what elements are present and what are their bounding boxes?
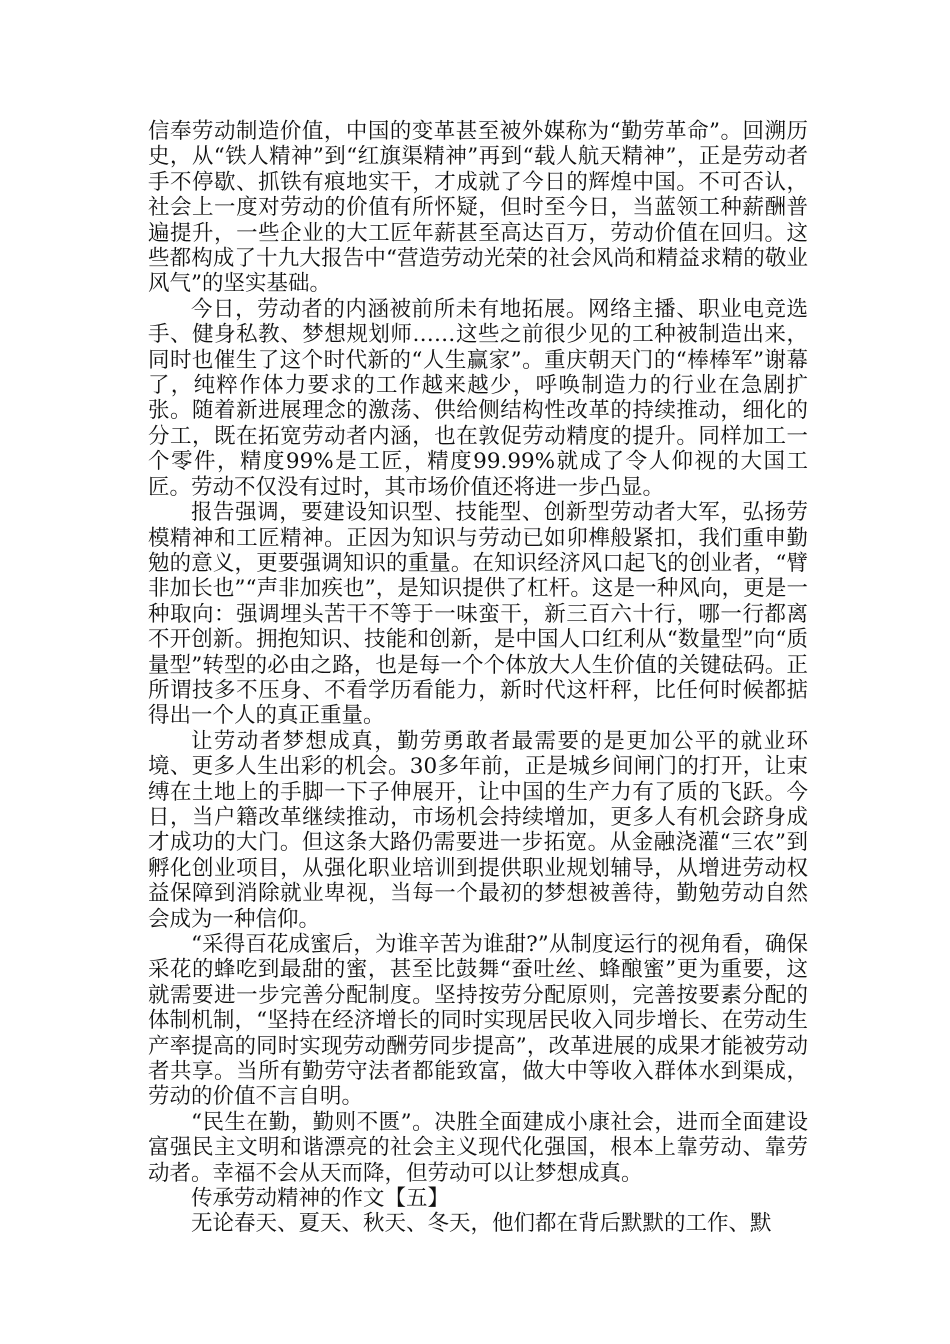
paragraph-1: 信奉劳动制造价值，中国的变革甚至被外媒称为“勤劳革命”。回溯历史，从“铁人精神”到“红旗渠精神”再到“载人航天精神”，正是劳动者手不停歇、抓铁有痕地实干，才成就了今日的辉煌中国。不可否认，社会上一度对劳动的价值有所怀疑，但时至今日，当蓝领工种薪酬普遍提升，一些企业的大工匠年薪甚至高达百万，劳动价值在回归。这些都构成了十九大报告中“营造劳动光荣的社会风尚和精益求精的敬业风气”的坚实基础。 bbox=[148, 119, 808, 297]
paragraph-2: 今日，劳动者的内涵被前所未有地拓展。网络主播、职业电竞选手、健身私教、梦想规划师……这些之前很少见的工种被制造出来，同时也催生了这个时代新的“人生赢家”。重庆朝天门的“棒棒军”谢幕了，纯粹作体力要求的工作越来越少，呼唤制造力的行业在急剧扩张。随着新进展理念的激荡、供给侧结构性改革的持续推动，细化的分工，既在拓宽劳动者内涵，也在敦促劳动精度的提升。同样加工一个零件，精度99%是工匠，精度99.99%就成了令人仰视的大国工匠。劳动不仅没有过时，其市场价值还将进一步凸显。 bbox=[148, 296, 809, 500]
paragraph-6: “民生在勤，勤则不匮”。决胜全面建成小康社会，进而全面建设富强民主文明和谐漂亮的社会主义现代化强国，根本上靠劳动、靠劳动者。幸福不会从天而降，但劳动可以让梦想成真。 bbox=[148, 1109, 808, 1186]
paragraph-7: 无论春天、夏天、秋天、冬天，他们都在背后默默的工作、默 bbox=[191, 1211, 772, 1237]
document-body bbox=[148, 119, 808, 1237]
section-heading: 传承劳动精神的作文【五】 bbox=[191, 1186, 450, 1212]
paragraph-5: “采得百花成蜜后，为谁辛苦为谁甜?”从制度运行的视角看，确保采花的蜂吃到最甜的蜜，甚至比鼓舞“蚕吐丝、蜂酿蜜”更为重要，这就需要进一步完善分配制度。坚持按劳分配原则，完善按要素分配的体制机制，“坚持在经济增长的同时实现居民收入同步增长、在劳动生产率提高的同时实现劳动酬劳同步提高”，改革进展的成果才能被劳动者共享。当所有勤劳守法者都能致富，做大中等收入群体水到渠成，劳动的价值不言自明。 bbox=[148, 932, 808, 1110]
paragraph-4: 让劳动者梦想成真，勤劳勇敢者最需要的是更加公平的就业环境、更多人生出彩的机会。30多年前，正是城乡间闸门的打开，让束缚在土地上的手脚一下子伸展开，让中国的生产力有了质的飞跃。今日，当户籍改革继续推动，市场机会持续增加，更多人有机会跻身成才成功的大门。但这条大路仍需要进一步拓宽。从金融浇灌“三农”到孵化创业项目，从强化职业培训到提供职业规划辅导，从增进劳动权益保障到消除就业卑视，当每一个最初的梦想被善待，勤勉劳动自然会成为一种信仰。 bbox=[148, 728, 808, 932]
paragraph-3: 报告强调，要建设知识型、技能型、创新型劳动者大军，弘扬劳模精神和工匠精神。正因为知识与劳动已如卯榫般紧扣，我们重申勤勉的意义，更要强调知识的重量。在知识经济风口起飞的创业者，“臂非加长也”“声非加疾也”，是知识提供了杠杆。这是一种风向，更是一种取向：强调埋头苦干不等于一味蛮干，新三百六十行，哪一行都离不开创新。拥抱知识、技能和创新，是中国人口红利从“数量型”向“质量型”转型的必由之路，也是每一个个体放大人生价值的关键砝码。正所谓技多不压身、不看学历看能力，新时代这杆秤，比任何时候都掂得出一个人的真正重量。 bbox=[148, 500, 808, 729]
